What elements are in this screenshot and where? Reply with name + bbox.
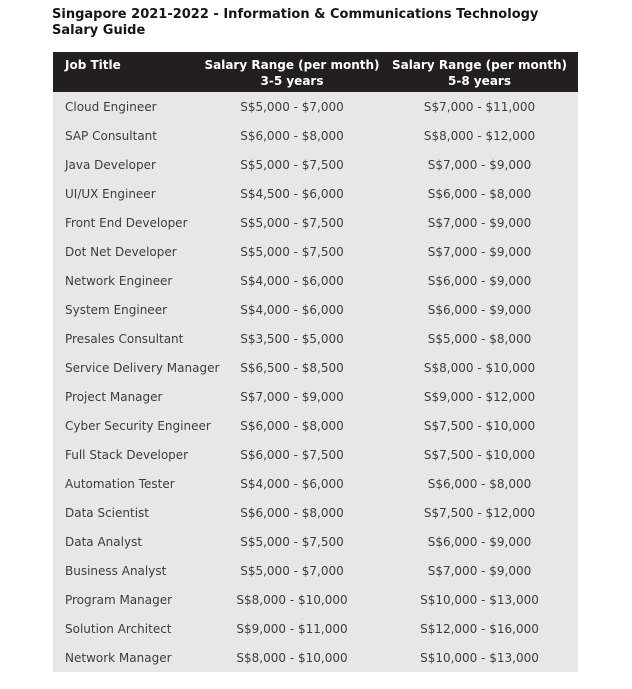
salary-5-8-years-cell: S$7,000 - $9,000	[381, 150, 578, 179]
salary-3-5-years-cell: S$8,000 - $10,000	[203, 643, 381, 672]
table-row	[53, 208, 578, 237]
column-header-5-8-years	[381, 52, 578, 92]
salary-3-5-years-cell: S$6,000 - $8,000	[203, 498, 381, 527]
job-title-cell: Network Manager	[53, 643, 203, 672]
table-row	[53, 440, 578, 469]
job-title-cell: Dot Net Developer	[53, 237, 203, 266]
column-header-job-title: Job Title	[53, 52, 203, 92]
table-row	[53, 411, 578, 440]
job-title-cell: Data Analyst	[53, 527, 203, 556]
table-row	[53, 179, 578, 208]
job-title-cell: Presales Consultant	[53, 324, 203, 353]
salary-5-8-years-cell: S$10,000 - $13,000	[381, 643, 578, 672]
job-title-cell: Cloud Engineer	[53, 92, 203, 121]
column-header-5-8-years-sublabel: 5-8 years	[448, 74, 511, 88]
salary-3-5-years-cell: S$6,000 - $8,000	[203, 121, 381, 150]
table-row	[53, 382, 578, 411]
table-row	[53, 498, 578, 527]
page-title	[52, 7, 538, 39]
table-row	[53, 150, 578, 179]
salary-5-8-years-cell: S$7,000 - $9,000	[381, 237, 578, 266]
salary-5-8-years-cell: S$7,000 - $9,000	[381, 208, 578, 237]
salary-5-8-years-cell: S$6,000 - $8,000	[381, 469, 578, 498]
salary-3-5-years-cell: S$4,000 - $6,000	[203, 469, 381, 498]
salary-5-8-years-cell: S$12,000 - $16,000	[381, 614, 578, 643]
salary-5-8-years-cell: S$7,000 - $9,000	[381, 556, 578, 585]
table-row	[53, 92, 578, 121]
job-title-cell: Program Manager	[53, 585, 203, 614]
table-row	[53, 643, 578, 672]
salary-3-5-years-cell: S$3,500 - $5,000	[203, 324, 381, 353]
job-title-cell: Full Stack Developer	[53, 440, 203, 469]
salary-5-8-years-cell: S$7,500 - $12,000	[381, 498, 578, 527]
table-row	[53, 527, 578, 556]
salary-3-5-years-cell: S$5,000 - $7,500	[203, 237, 381, 266]
column-header-3-5-years-sublabel: 3-5 years	[260, 74, 324, 88]
table-header-row	[53, 52, 578, 92]
salary-3-5-years-cell: S$5,000 - $7,500	[203, 208, 381, 237]
page-title-line1: Singapore 2021-2022 - Information & Communications Technology	[52, 7, 539, 22]
salary-5-8-years-cell: S$6,000 - $9,000	[381, 295, 578, 324]
salary-5-8-years-cell: S$6,000 - $9,000	[381, 266, 578, 295]
salary-3-5-years-cell: S$4,000 - $6,000	[203, 295, 381, 324]
salary-3-5-years-cell: S$5,000 - $7,000	[203, 92, 381, 121]
column-header-5-8-years-label: Salary Range (per month)	[391, 58, 568, 72]
job-title-cell: UI/UX Engineer	[53, 179, 203, 208]
job-title-cell: Project Manager	[53, 382, 203, 411]
salary-5-8-years-cell: S$7,000 - $11,000	[381, 92, 578, 121]
table-header	[53, 52, 578, 92]
salary-5-8-years-cell: S$7,500 - $10,000	[381, 440, 578, 469]
salary-3-5-years-cell: S$4,000 - $6,000	[203, 266, 381, 295]
column-header-3-5-years-label: Salary Range (per month)	[204, 58, 380, 72]
table-row	[53, 324, 578, 353]
table-row	[53, 614, 578, 643]
table-row	[53, 295, 578, 324]
salary-5-8-years-cell: S$8,000 - $10,000	[381, 353, 578, 382]
job-title-cell: Business Analyst	[53, 556, 203, 585]
salary-5-8-years-cell: S$5,000 - $8,000	[381, 324, 578, 353]
salary-5-8-years-cell: S$6,000 - $8,000	[381, 179, 578, 208]
salary-3-5-years-cell: S$5,000 - $7,500	[203, 527, 381, 556]
table-row	[53, 585, 578, 614]
table-row	[53, 121, 578, 150]
salary-5-8-years-cell: S$9,000 - $12,000	[381, 382, 578, 411]
job-title-cell: Service Delivery Manager	[53, 353, 203, 382]
table-row	[53, 556, 578, 585]
job-title-cell: Java Developer	[53, 150, 203, 179]
table-row	[53, 353, 578, 382]
salary-3-5-years-cell: S$6,500 - $8,500	[203, 353, 381, 382]
salary-3-5-years-cell: S$6,000 - $7,500	[203, 440, 381, 469]
salary-table	[53, 52, 578, 672]
table-body	[53, 92, 578, 672]
salary-5-8-years-cell: S$8,000 - $12,000	[381, 121, 578, 150]
page-title-line2: Salary Guide	[52, 23, 146, 38]
salary-3-5-years-cell: S$4,500 - $6,000	[203, 179, 381, 208]
table-row	[53, 266, 578, 295]
job-title-cell: System Engineer	[53, 295, 203, 324]
salary-3-5-years-cell: S$7,000 - $9,000	[203, 382, 381, 411]
column-header-3-5-years	[203, 52, 381, 92]
job-title-cell: Data Scientist	[53, 498, 203, 527]
table-row	[53, 469, 578, 498]
job-title-cell: Automation Tester	[53, 469, 203, 498]
table-row	[53, 237, 578, 266]
job-title-cell: Cyber Security Engineer	[53, 411, 203, 440]
job-title-cell: Network Engineer	[53, 266, 203, 295]
job-title-cell: Solution Architect	[53, 614, 203, 643]
salary-5-8-years-cell: S$6,000 - $9,000	[381, 527, 578, 556]
salary-5-8-years-cell: S$10,000 - $13,000	[381, 585, 578, 614]
salary-3-5-years-cell: S$9,000 - $11,000	[203, 614, 381, 643]
salary-3-5-years-cell: S$5,000 - $7,000	[203, 556, 381, 585]
salary-3-5-years-cell: S$5,000 - $7,500	[203, 150, 381, 179]
salary-5-8-years-cell: S$7,500 - $10,000	[381, 411, 578, 440]
job-title-cell: SAP Consultant	[53, 121, 203, 150]
salary-3-5-years-cell: S$8,000 - $10,000	[203, 585, 381, 614]
job-title-cell: Front End Developer	[53, 208, 203, 237]
salary-3-5-years-cell: S$6,000 - $8,000	[203, 411, 381, 440]
